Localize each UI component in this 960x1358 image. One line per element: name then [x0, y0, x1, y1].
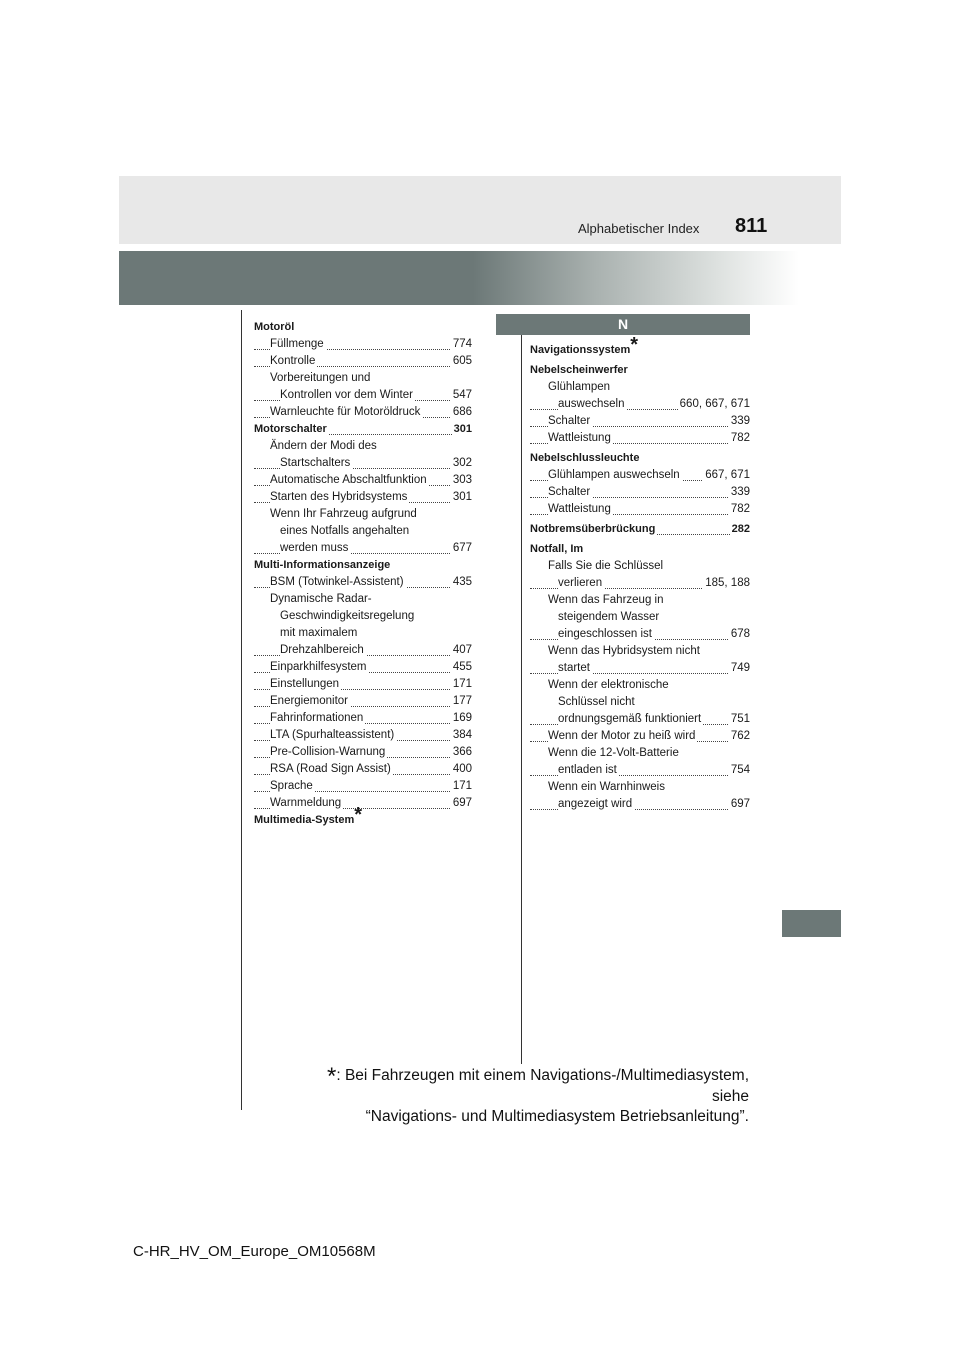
entry-text: Energiemonitor	[270, 695, 348, 707]
index-subentry	[254, 506, 472, 523]
entry-text: eines Notfalls angehalten	[280, 525, 410, 537]
index-subentry	[254, 710, 472, 727]
index-subentry	[530, 660, 750, 677]
footnote-marker: *	[630, 334, 639, 356]
page-ref: 751	[729, 711, 750, 728]
page-ref: 686	[451, 404, 472, 421]
page-ref: 774	[451, 336, 472, 353]
document-code: C-HR_HV_OM_Europe_OM10568M	[133, 1243, 376, 1260]
entry-text: Vorbereitungen und	[270, 372, 371, 384]
index-subentry	[530, 779, 750, 796]
page-ref: 302	[451, 455, 472, 472]
entry-text: Wattleistung	[548, 503, 611, 515]
index-heading	[530, 334, 750, 359]
entry-text: Schlüssel nicht	[558, 696, 635, 708]
entry-text: werden muss	[280, 542, 349, 554]
page-ref: 762	[729, 728, 750, 745]
index-subentry	[530, 609, 750, 626]
index-subentry	[530, 484, 750, 501]
entry-text: Schalter	[548, 486, 591, 498]
entry-text: steigendem Wasser	[558, 611, 660, 623]
page-ref: 667, 671	[703, 467, 750, 484]
entry-text: ordnungsgemäß funktioniert	[558, 713, 702, 725]
entry-text: Nebelschlussleuchte	[530, 452, 640, 464]
index-subentry	[530, 467, 750, 484]
footnote	[297, 1063, 749, 1127]
entry-text: BSM (Totwinkel-Assistent)	[270, 576, 404, 588]
page-ref: 677	[451, 540, 472, 557]
entry-text: Navigationssystem	[530, 344, 631, 356]
index-subentry	[530, 796, 750, 813]
page-ref: 782	[729, 430, 750, 447]
page-ref: 455	[451, 659, 472, 676]
footnote-line2: “Navigations- und Multimediasystem Betriebsanleitung”.	[365, 1108, 749, 1125]
entry-text: Schalter	[548, 415, 591, 427]
column-divider	[521, 326, 522, 1064]
index-heading	[530, 450, 750, 467]
index-heading	[254, 557, 472, 574]
entry-text: Notfall, Im	[530, 543, 584, 555]
page-ref: 697	[451, 795, 472, 812]
index-subentry	[530, 677, 750, 694]
index-subentry	[530, 430, 750, 447]
page-ref: 678	[729, 626, 750, 643]
index-heading	[530, 521, 750, 538]
entry-text: Fahrinformationen	[270, 712, 364, 724]
index-subentry	[530, 626, 750, 643]
entry-text: Pre-Collision-Warnung	[270, 746, 386, 758]
entry-text: Glühlampen	[548, 381, 611, 393]
entry-text: Wenn der elektronische	[548, 679, 669, 691]
index-heading	[254, 804, 472, 829]
index-subentry	[530, 413, 750, 430]
entry-text: Wenn Ihr Fahrzeug aufgrund	[270, 508, 417, 520]
index-heading	[530, 541, 750, 558]
page-ref: 171	[451, 676, 472, 693]
entry-text: auswechseln	[558, 398, 625, 410]
entry-text: Motorschalter	[254, 423, 327, 435]
index-subentry	[254, 778, 472, 795]
entry-text: verlieren	[558, 577, 603, 589]
footnote-marker: *	[354, 804, 363, 826]
entry-text: Automatische Abschaltfunktion	[270, 474, 427, 486]
section-letter-header: N	[496, 314, 750, 335]
entry-text: RSA (Road Sign Assist)	[270, 763, 391, 775]
entry-text: Wenn das Fahrzeug in	[548, 594, 664, 606]
index-subentry	[530, 575, 750, 592]
entry-text: startet	[558, 662, 590, 674]
index-subentry	[254, 625, 472, 642]
index-subentry	[530, 728, 750, 745]
entry-text: Einstellungen	[270, 678, 340, 690]
index-subentry	[254, 387, 472, 404]
index-subentry	[530, 643, 750, 660]
page-ref: 384	[451, 727, 472, 744]
index-subentry	[254, 795, 472, 812]
entry-text: Warnmeldung	[270, 797, 342, 809]
entry-text: Geschwindigkeitsregelung	[280, 610, 415, 622]
entry-text: LTA (Spurhalteassistent)	[270, 729, 395, 741]
entry-text: Startschalters	[280, 457, 351, 469]
index-subentry	[530, 501, 750, 518]
entry-text: entladen ist	[558, 764, 617, 776]
page-ref: 177	[451, 693, 472, 710]
index-subentry	[530, 396, 750, 413]
index-subentry	[530, 379, 750, 396]
entry-text: Multi-Informationsanzeige	[254, 559, 391, 571]
entry-text: Wattleistung	[548, 432, 611, 444]
index-subentry	[254, 642, 472, 659]
index-subentry	[530, 711, 750, 728]
entry-text: angezeigt wird	[558, 798, 633, 810]
header-band	[119, 176, 841, 244]
page-ref: 749	[729, 660, 750, 677]
index-subentry	[254, 693, 472, 710]
page-ref: 339	[729, 413, 750, 430]
entry-text: Einparkhilfesystem	[270, 661, 367, 673]
index-subentry	[254, 455, 472, 472]
page-ref: 185, 188	[703, 575, 750, 592]
entry-text: Falls Sie die Schlüssel	[548, 560, 664, 572]
index-subentry	[254, 591, 472, 608]
page-ref: 605	[451, 353, 472, 370]
index-subentry	[254, 523, 472, 540]
page-ref: 303	[451, 472, 472, 489]
entry-text: Multimedia-System	[254, 814, 355, 826]
entry-text: Glühlampen auswechseln	[548, 469, 680, 481]
entry-text: Nebelscheinwerfer	[530, 364, 628, 376]
index-column-right	[530, 334, 750, 813]
entry-text: Starten des Hybridsystems	[270, 491, 408, 503]
index-subentry	[254, 574, 472, 591]
page-ref: 169	[451, 710, 472, 727]
index-subentry	[254, 676, 472, 693]
header-title: Alphabetischer Index	[578, 221, 700, 236]
page-ref: 754	[729, 762, 750, 779]
header-gradient-bar	[119, 251, 799, 305]
page-ref: 339	[729, 484, 750, 501]
entry-text: Sprache	[270, 780, 313, 792]
page-ref: 697	[729, 796, 750, 813]
page-number: 811	[735, 215, 768, 237]
index-heading	[254, 319, 472, 336]
index-heading	[254, 421, 472, 438]
left-margin-rule	[241, 310, 242, 1110]
page-ref: 366	[451, 744, 472, 761]
page-ref: 782	[729, 501, 750, 518]
page-ref: 660, 667, 671	[678, 396, 750, 413]
index-subentry	[254, 489, 472, 506]
index-subentry	[254, 659, 472, 676]
index-subentry	[254, 438, 472, 455]
entry-text: Kontrollen vor dem Winter	[280, 389, 413, 401]
entry-text: Wenn der Motor zu heiß wird	[548, 730, 696, 742]
page-ref: 400	[451, 761, 472, 778]
entry-text: Motoröl	[254, 321, 295, 333]
entry-text: Drehzahlbereich	[280, 644, 364, 656]
index-subentry	[254, 370, 472, 387]
footnote-star: *	[327, 1063, 337, 1090]
entry-text: mit maximalem	[280, 627, 358, 639]
index-heading	[530, 362, 750, 379]
index-subentry	[530, 694, 750, 711]
entry-text: Wenn das Hybridsystem nicht	[548, 645, 700, 657]
entry-text: Kontrolle	[270, 355, 316, 367]
entry-text: Warnleuchte für Motoröldruck	[270, 406, 421, 418]
entry-text: Dynamische Radar-	[270, 593, 372, 605]
index-subentry	[254, 727, 472, 744]
page-ref: 171	[451, 778, 472, 795]
chapter-side-tab	[782, 910, 841, 937]
footnote-line1: : Bei Fahrzeugen mit einem Navigations-/Multimediasystem, siehe	[336, 1067, 749, 1105]
page-ref: 407	[451, 642, 472, 659]
page-ref: 435	[451, 574, 472, 591]
index-subentry	[254, 472, 472, 489]
index-subentry	[254, 744, 472, 761]
entry-text: eingeschlossen ist	[558, 628, 652, 640]
index-subentry	[254, 540, 472, 557]
entry-text: Füllmenge	[270, 338, 324, 350]
index-subentry	[254, 404, 472, 421]
entry-text: Ändern der Modi des	[270, 440, 377, 452]
page-ref: 301	[451, 489, 472, 506]
index-subentry	[530, 762, 750, 779]
index-subentry	[530, 558, 750, 575]
index-subentry	[254, 353, 472, 370]
entry-text: Notbremsüberbrückung	[530, 523, 656, 535]
page-ref: 301	[452, 421, 472, 438]
index-column-left	[254, 319, 472, 829]
entry-text: Wenn ein Warnhinweis	[548, 781, 665, 793]
index-subentry	[254, 336, 472, 353]
index-subentry	[254, 608, 472, 625]
page-ref: 282	[730, 521, 750, 538]
index-subentry	[530, 745, 750, 762]
index-subentry	[254, 761, 472, 778]
page-ref: 547	[451, 387, 472, 404]
entry-text: Wenn die 12-Volt-Batterie	[548, 747, 679, 759]
index-subentry	[530, 592, 750, 609]
